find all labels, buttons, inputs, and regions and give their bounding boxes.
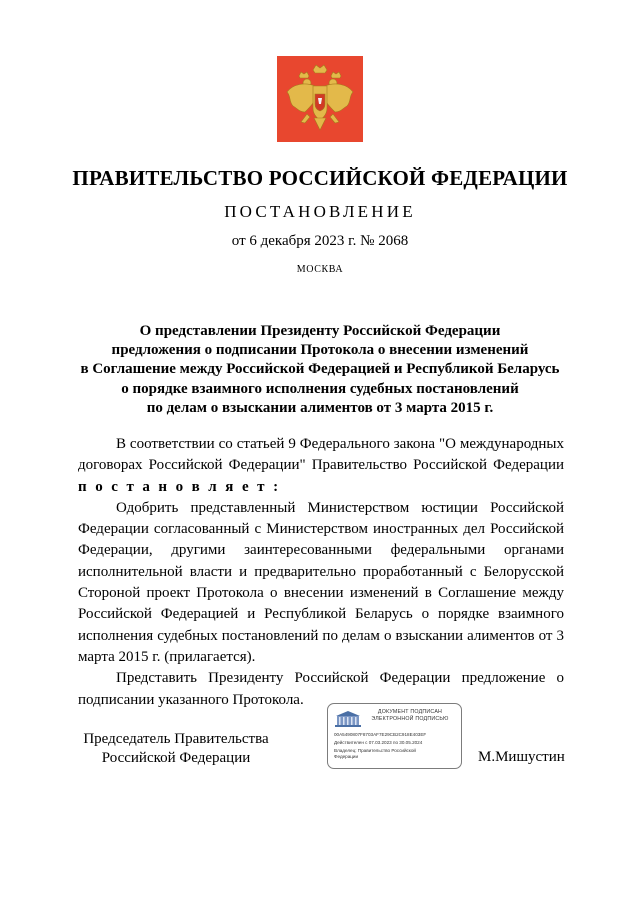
- subject-line: по делам о взыскании алиментов от 3 марта 2015 г.: [146, 399, 494, 416]
- subject-line: О представлении Президенту Российской Федерации: [139, 323, 501, 339]
- subject-line: в Соглашение между Российской Федерацией и Республикой Беларусь: [80, 361, 560, 378]
- stamp-heading-line: ЭЛЕКТРОННОЙ ПОДПИСЬЮ: [371, 716, 449, 722]
- stamp-validity: Действителен с 07.03.2023 по 30.05.2024: [334, 740, 423, 745]
- preamble-text: В соответствии со статьей 9 Федерального закона "О международных договорах Российской Федерации" Правительство Российской Федерации: [78, 436, 564, 474]
- subject-line: предложения о подписании Протокола о внесении изменений: [111, 342, 529, 359]
- paragraph-approve: Одобрить представленный Министерством юстиции Российской Федерации согласованный с Министерством иностранных дел Российской Федерации, другими заинтересованными федеральными органами исполнительной власти и предварительно проработанный с Белорусской Стороной проект Протокола о внесении изменений в Соглашение между Российской Федерацией и Республикой Беларусь о порядке взаимного исполнения судебных постановлений по делам о взыскании алиментов от 3 марта 2015 г. (прилагается).: [78, 499, 564, 665]
- document-date-number: от 6 декабря 2023 г. № 2068: [231, 233, 409, 249]
- subject-line: о порядке взаимного исполнения судебных постановлений: [121, 380, 519, 397]
- signer-position: [80, 730, 272, 768]
- signer-name: М.Мишустин: [478, 749, 565, 765]
- stamp-owner: Владелец: Правительство Российской: [334, 748, 416, 753]
- stamp-owner: Федерации: [334, 754, 359, 759]
- stamp-certificate: 00A5490807F8703AF7E29CB2C918E403EF: [334, 732, 427, 737]
- document-city: МОСКВА: [296, 264, 344, 275]
- double-headed-eagle-icon: [277, 56, 363, 142]
- signer-position-line: Председатель Правительства: [83, 731, 269, 747]
- government-title: ПРАВИТЕЛЬСТВО РОССИЙСКОЙ ФЕДЕРАЦИИ: [72, 166, 568, 190]
- electronic-signature-stamp: [327, 703, 462, 769]
- document-subject: [70, 322, 570, 418]
- government-building-icon: [334, 710, 362, 728]
- stamp-heading: [362, 709, 458, 723]
- paragraph-present: Представить Президенту Российской Федерации предложение о подписании указанного Протокола.: [78, 670, 564, 708]
- document-body: [78, 434, 564, 711]
- coat-of-arms-emblem: [277, 56, 363, 142]
- paragraph-preamble: [78, 434, 564, 498]
- signer-position-line: Российской Федерации: [101, 750, 251, 766]
- document-type: ПОСТАНОВЛЕНИЕ: [224, 202, 416, 221]
- decree-keyword: п о с т а н о в л я е т :: [78, 478, 281, 495]
- stamp-heading-line: ДОКУМЕНТ ПОДПИСАН: [377, 709, 443, 715]
